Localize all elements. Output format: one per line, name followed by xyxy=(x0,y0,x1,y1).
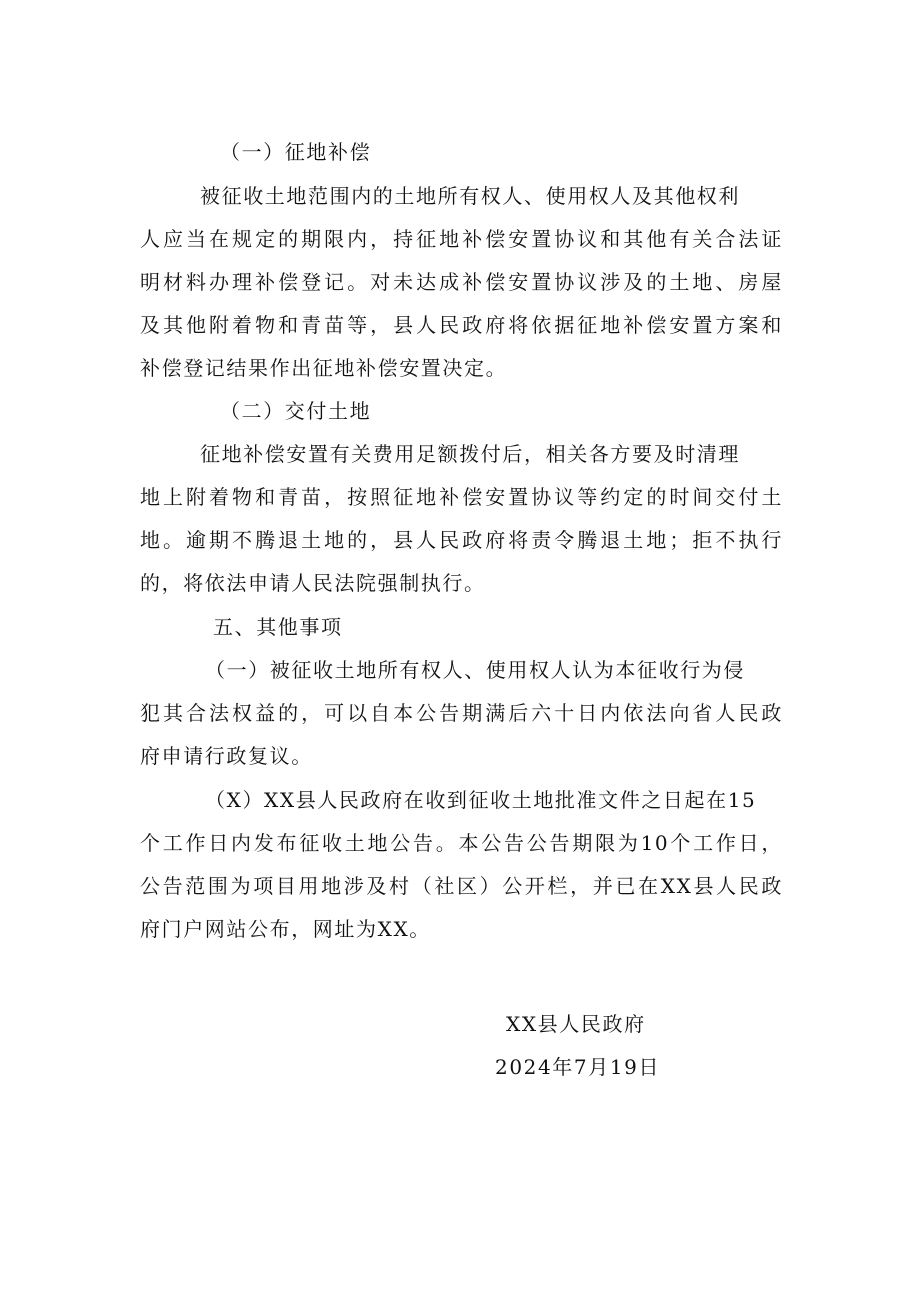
section-heading-other: 五、其他事项 xyxy=(213,615,343,639)
paragraph-line: 个工作日内发布征收土地公告。本公告公告期限为10个工作日， xyxy=(140,831,783,855)
paragraph-line: （一）被征收土地所有权人、使用权人认为本征收行为侵 xyxy=(205,658,745,682)
paragraph-line: 人应当在规定的期限内，持征地补偿安置协议和其他有关合法证 xyxy=(140,227,783,251)
section-heading-delivery: （二）交付土地 xyxy=(220,399,372,423)
paragraph-line: 公告范围为项目用地涉及村（社区）公开栏，并已在XX县人民政 xyxy=(140,874,783,898)
paragraph-line: 犯其合法权益的，可以自本公告期满后六十日内依法向省人民政 xyxy=(140,701,783,725)
paragraph-line: 明材料办理补偿登记。对未达成补偿安置协议涉及的土地、房屋 xyxy=(140,270,783,294)
paragraph-line: （X）XX县人民政府在收到征收土地批准文件之日起在15 xyxy=(205,788,757,812)
issue-date: 2024年7月19日 xyxy=(495,1055,661,1079)
paragraph-line: 地。逾期不腾退土地的，县人民政府将责令腾退土地；拒不执行 xyxy=(140,528,783,552)
section-heading-compensation: （一）征地补偿 xyxy=(220,140,372,164)
paragraph-line: 征地补偿安置有关费用足额拨付后，相关各方要及时清理 xyxy=(200,442,740,466)
paragraph-line: 及其他附着物和青苗等，县人民政府将依据征地补偿安置方案和 xyxy=(140,313,783,337)
paragraph-line: 地上附着物和青苗，按照征地补偿安置协议等约定的时间交付土 xyxy=(140,485,783,509)
paragraph-line: 补偿登记结果作出征地补偿安置决定。 xyxy=(140,356,508,380)
paragraph-line: 的，将依法申请人民法院强制执行。 xyxy=(140,571,486,595)
issuer-name: XX县人民政府 xyxy=(506,1012,646,1036)
paragraph-line: 被征收土地范围内的土地所有权人、使用权人及其他权利 xyxy=(200,184,740,208)
paragraph-line: 府申请行政复议。 xyxy=(140,744,313,768)
paragraph-line: 府门户网站公布，网址为XX。 xyxy=(140,917,431,941)
